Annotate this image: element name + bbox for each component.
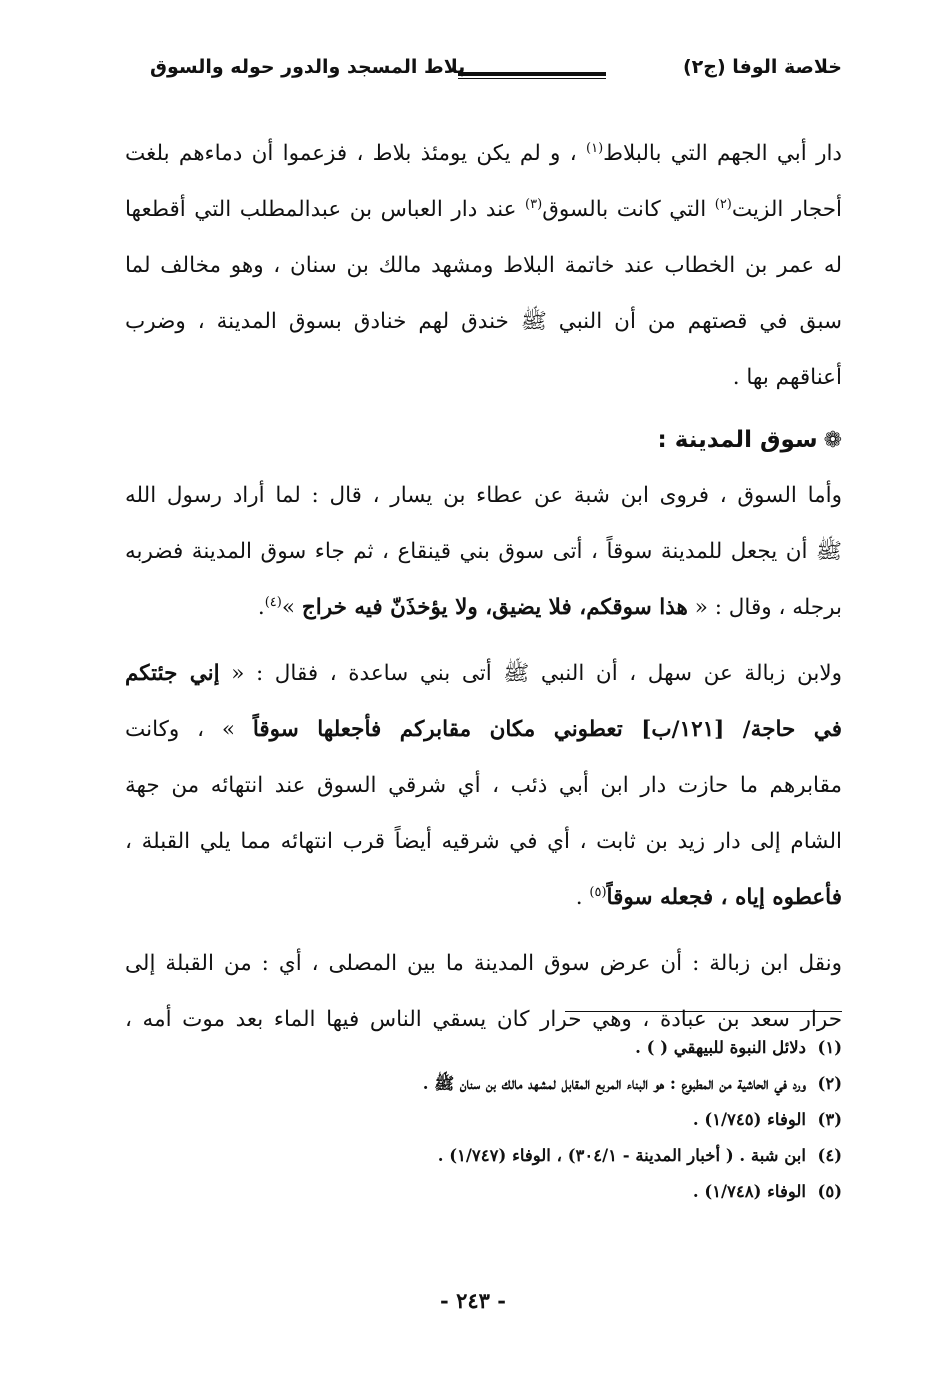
footnote-ref: (٤) [264, 594, 282, 610]
text-line: دار أبي الجهم التي بالبلاط$^{(١)}$ ، و لم يكن يومئذ بلاط ، فزعموا أن دماءهم بلغت [125, 140, 843, 166]
footnote-ref: (٢) [714, 196, 732, 212]
text-line: ونقل ابن زبالة : أن عرض سوق المدينة ما بين المصلى ، أي : من القبلة إلى [125, 951, 842, 976]
flower-ornament-icon: ❁ [823, 428, 842, 453]
footnote: (١)دلائل النبوة للبيهقي ( ) . [635, 1038, 842, 1057]
text-line: سبق في قصتهم من أن النبي ﷺ خندق لهم خنادق بسوق المدينة ، وضرب [125, 309, 842, 334]
header-book-title: خلاصة الوفا (ج٢) [682, 56, 842, 78]
text-line: مقابرهم ما حازت دار ابن أبي ذئب ، أي شرقي السوق عند انتهائه من جهة [125, 773, 842, 798]
running-header [150, 50, 842, 90]
text-line: أحجار الزيت$^{(٢)}$ التي كانت بالسوق$^{(٣)}$ عند دار العباس بن عبدالمطلب التي أقطعها [125, 196, 842, 222]
footnote: (٥)الوفاء (١/٧٤٨) . [692, 1182, 842, 1201]
footnote: (٣)الوفاء (١/٧٤٥) . [692, 1110, 842, 1129]
footnote-ref: (٣) [525, 196, 543, 212]
text-line: حرار سعد بن عبادة ، وهي حرار كان يسقي الناس فيها الماء بعد موت أمه ، [125, 1007, 842, 1032]
text-line: وأما السوق ، فروى ابن شبة عن عطاء بن يسار ، قال : لما أراد رسول الله [125, 483, 842, 508]
page-number: - ٢٤٣ - [440, 1288, 506, 1313]
quote-text: هذا سوقكم، فلا يضيق، ولا يؤخذَنّ فيه خراج [301, 595, 688, 620]
section-heading: ❁سوق المدينة : [125, 412, 842, 468]
text-line: في حاجة/ [١٢١/ب] تعطوني مكان مقابركم فأجعلها سوقاً » ، وكانت [125, 717, 842, 742]
quote-text: في حاجة/ [١٢١/ب] تعطوني مكان مقابركم فأجعلها سوقاً [252, 717, 842, 742]
header-rule [458, 72, 606, 79]
header-chapter-title: بلاط المسجد والدور حوله والسوق [150, 56, 466, 78]
footnote: (٤)ابن شبة . ( أخبار المدينة - ٣٠٤/١) ، الوفاء (١/٧٤٧) . [437, 1146, 842, 1165]
quote-text: إني جئتكم [125, 661, 220, 686]
text-line: أعناقهم بها . [732, 365, 842, 390]
footnotes [150, 1030, 842, 1210]
text-line: فأعطوه إياه ، فجعله سوقاً$^{(٥)}$ . [575, 884, 842, 910]
text-line: ولابن زبالة عن سهل ، أن النبي ﷺ أتى بني ساعدة ، فقال : « إني جئتكم [125, 661, 843, 686]
footnote-separator [565, 1011, 842, 1012]
footnote: (٢)ورد في الحاشية من المطبوع : هو البناء المربع المقابل لمشهد مالك بن سنان ﷺ . [422, 1074, 842, 1093]
text-line: له عمر بن الخطاب عند خاتمة البلاط ومشهد مالك بن سنان ، وهو مخالف لما [125, 253, 842, 278]
text-line: الشام إلى دار زيد بن ثابت ، أي في شرقيه أيضاً قرب انتهائه مما يلي القبلة ، [125, 829, 842, 854]
main-text [125, 126, 842, 1048]
text-line: برجله ، وقال : « هذا سوقكم، فلا يضيق، ولا يؤخذَنّ فيه خراج »$^{(٤)}$. [257, 594, 842, 620]
footnote-ref: (١) [586, 140, 604, 156]
footnote-ref: (٥) [589, 884, 607, 900]
text-line: ﷺ أن يجعل للمدينة سوقاً ، أتى سوق بني قينقاع ، ثم جاء سوق المدينة فضربه [125, 539, 842, 564]
